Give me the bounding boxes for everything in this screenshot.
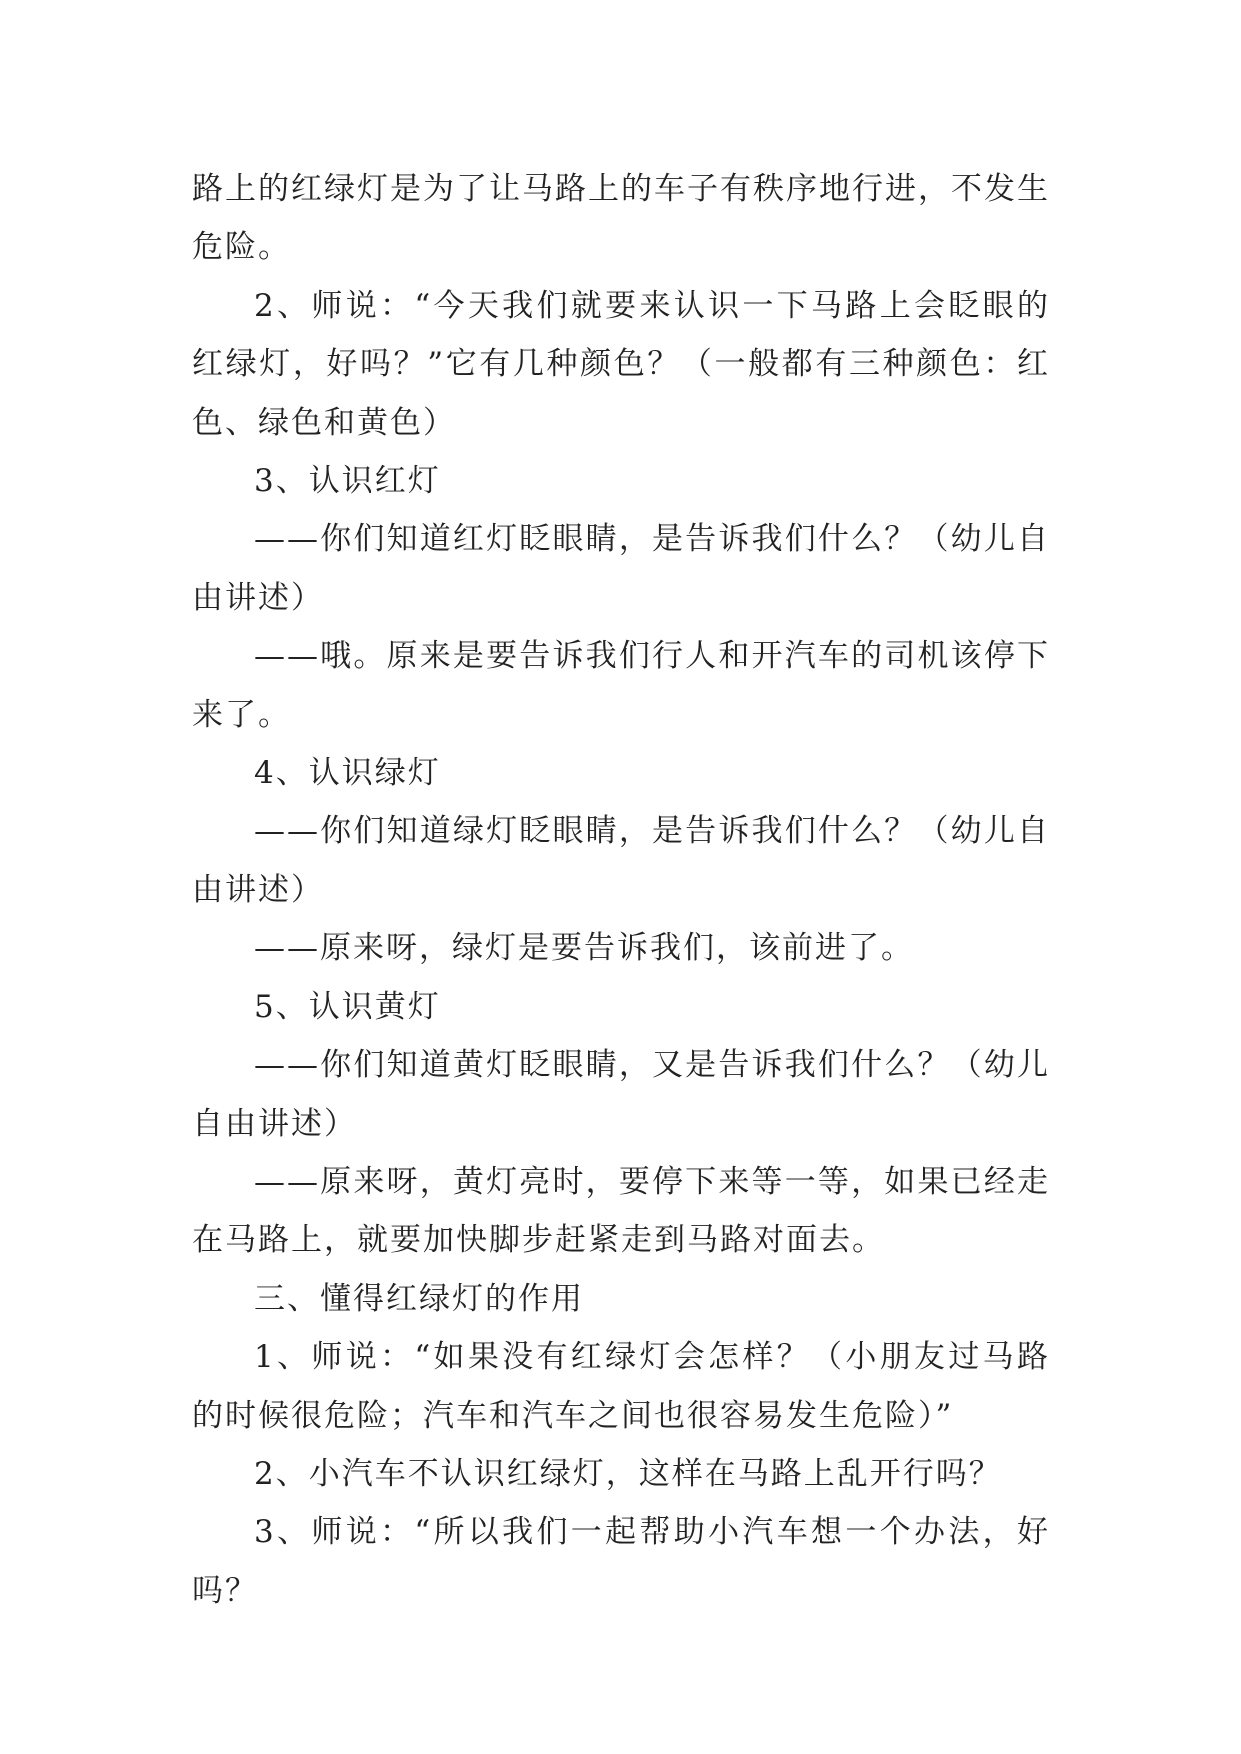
heading-yellow-light: 5、认识黄灯 [254,988,441,1025]
paragraph-step-1: 1、师说：“如果没有红绿灯会怎样？（小朋友过马路的时候很危险；汽车和汽车之间也很容易发生危险）” [192,1339,1050,1434]
question-red-light: ——你们知道红灯眨眼睛，是告诉我们什么？（幼儿自由讲述） [192,521,1050,616]
paragraph-step-2: 2、师说：“今天我们就要来认识一下马路上会眨眼的红绿灯，好吗？”它有几种颜色？（一般都有三种颜色：红色、绿色和黄色） [192,287,1050,441]
question-yellow-light: ——你们知道黄灯眨眼睛，又是告诉我们什么？（幼儿自由讲述） [192,1047,1050,1142]
paragraph-step-2b: 2、小汽车不认识红绿灯，这样在马路上乱开行吗？ [254,1455,1002,1492]
heading-green-light: 4、认识绿灯 [254,755,441,792]
paragraph-step-3: 3、师说：“所以我们一起帮助小汽车想一个办法，好吗？ [192,1514,1050,1609]
answer-yellow-light: ——原来呀，黄灯亮时，要停下来等一等，如果已经走在马路上，就要加快脚步赶紧走到马路对面去。 [192,1163,1050,1259]
paragraph-continuation: 路上的红绿灯是为了让马路上的车子有秩序地行进，不发生危险。 [192,171,1050,266]
document-body [192,160,1050,1620]
heading-red-light: 3、认识红灯 [254,463,441,500]
question-green-light: ——你们知道绿灯眨眼睛，是告诉我们什么？（幼儿自由讲述） [192,813,1050,908]
answer-green-light: ——原来呀，绿灯是要告诉我们，该前进了。 [254,930,914,967]
section-heading-3: 三、懂得红绿灯的作用 [254,1280,584,1317]
answer-red-light: ——哦。原来是要告诉我们行人和开汽车的司机该停下来了。 [192,638,1050,733]
